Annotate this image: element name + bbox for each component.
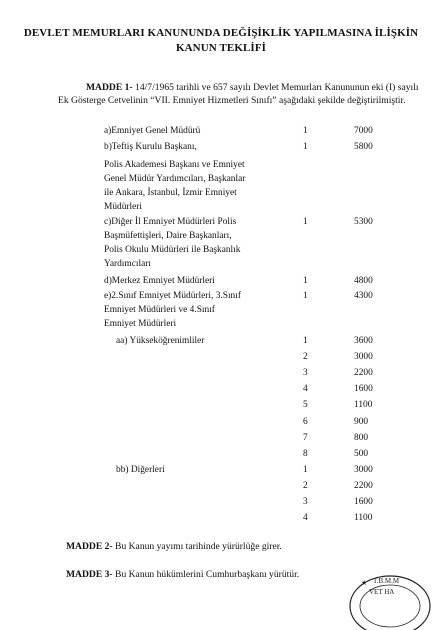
item-a-indicator: 7000: [354, 126, 373, 136]
item-b-cont-line-2: Genel Müdür Yardımcıları, Başkanlar: [104, 174, 246, 184]
item-d-text: [104, 274, 288, 288]
item-a-count: 1: [303, 126, 308, 136]
document-title-line-1: DEVLET MEMURLARI KANUNUNDA DEĞİŞİKLİK YAPILMASINA İLİŞKİN: [23, 27, 419, 39]
item-e-text: [104, 289, 288, 331]
group_aa-indicator: 3600: [354, 336, 373, 346]
item-b-indicator: 5800: [354, 142, 373, 152]
group-aa-label: aa) Yükseköğrenimliler: [116, 336, 205, 346]
group_aa-degree: 1: [303, 336, 308, 346]
group_bb-indicator: 2200: [354, 481, 373, 492]
group_aa-indicator: 1600: [354, 384, 373, 395]
group_aa-degree: 4: [303, 384, 308, 395]
madde-1-text-1: 14/7/1965 tarihli ve 657 sayılı Devlet Memurları Kanununun eki (I) sayılı: [132, 82, 419, 93]
item-c-line-2: Başmüfettişleri, Daire Başkanları,: [104, 231, 232, 241]
madde-1-label: MADDE 1-: [86, 82, 133, 93]
group_bb-indicator: 1600: [354, 497, 373, 508]
madde-1-line-1: [86, 82, 419, 94]
madde-2: [66, 541, 282, 553]
item-c-line-3: Polis Okulu Müdürleri ile Başkanlık: [104, 245, 241, 255]
item-e-count: 1: [303, 291, 308, 301]
group_aa-degree: 5: [303, 400, 308, 411]
madde-1-line-2: Ek Gösterge Cetvelinin “VII. Emniyet Hizmetleri Sınıfı” aşağıdaki şekilde değiştirilmiştir.: [58, 95, 406, 106]
item-a-text: [104, 124, 288, 138]
item-b-cont-line-3: ile Ankara, İstanbul, İzmir Emniyet: [104, 188, 237, 198]
group_aa-indicator: 800: [354, 432, 369, 443]
item-b-continuation: [104, 158, 288, 214]
group_aa-degree: 7: [303, 432, 308, 443]
svg-text:T.B.M.M: T.B.M.M: [373, 577, 400, 585]
group_aa-degree: 2: [303, 352, 308, 363]
item-c-indicator: 5300: [354, 217, 373, 227]
item-b-line-1: b)Teftiş Kurulu Başkanı,: [104, 142, 197, 152]
item-d-indicator: 4800: [354, 276, 373, 286]
item-a-line-1: a)Emniyet Genel Müdürü: [104, 126, 201, 136]
group_aa-indicator: 3000: [354, 352, 373, 363]
tbmm-seal-stamp: [345, 570, 435, 630]
item-e-line-3: Emniyet Müdürleri: [104, 319, 177, 329]
item-c-count: 1: [303, 217, 308, 227]
group_aa-indicator: 500: [354, 448, 369, 459]
item-d-count: 1: [303, 276, 308, 286]
group_aa-indicator: 900: [354, 416, 369, 427]
item-b-cont-line-4: Müdürleri: [104, 202, 143, 212]
item-c-line-4: Yardımcıları: [104, 259, 151, 269]
group_aa-indicator: 2200: [354, 368, 373, 379]
group_aa-indicator: 1100: [354, 400, 373, 411]
group_bb-degree: 2: [303, 481, 308, 492]
group_bb-indicator: 1100: [354, 513, 373, 524]
svg-text:★: ★: [361, 579, 368, 587]
madde-3-label: MADDE 3-: [66, 569, 113, 580]
madde-2-text: Bu Kanun yayımı tarihinde yürürlüğe girer.: [112, 541, 282, 552]
item-c-line-1: c)Diğer İl Emniyet Müdürleri Polis: [104, 217, 237, 227]
group_bb-degree: 4: [303, 513, 308, 524]
svg-text:VET HA: VET HA: [369, 588, 395, 596]
group-bb-label: bb) Diğerleri: [116, 465, 165, 475]
item-e-line-2: Emniyet Müdürleri ve 4.Sınıf: [104, 305, 215, 315]
group_bb-indicator: 3000: [354, 465, 373, 475]
group_bb-degree: 1: [303, 465, 308, 475]
madde-2-label: MADDE 2-: [66, 541, 113, 552]
group_aa-degree: 8: [303, 448, 308, 459]
group_aa-degree: 3: [303, 368, 308, 379]
item-e-indicator: 4300: [354, 291, 373, 301]
group_bb-degree: 3: [303, 497, 308, 508]
item-b-text: [104, 140, 288, 154]
group_aa-degree: 6: [303, 416, 308, 427]
item-e-line-1: e)2.Sınıf Emniyet Müdürleri, 3.Sınıf: [104, 291, 241, 301]
item-d-line-1: d)Merkez Emniyet Müdürleri: [104, 276, 215, 286]
item-b-count: 1: [303, 142, 308, 152]
document-title-line-2: KANUN TEKLİFİ: [175, 42, 267, 54]
item-b-cont-line-1: Polis Akademesi Başkanı ve Emniyet: [104, 160, 245, 170]
madde-3: [66, 569, 299, 581]
item-c-text: [104, 215, 288, 271]
madde-3-text: Bu Kanun hükümlerini Cumhurbaşkanı yürütür.: [112, 569, 300, 580]
